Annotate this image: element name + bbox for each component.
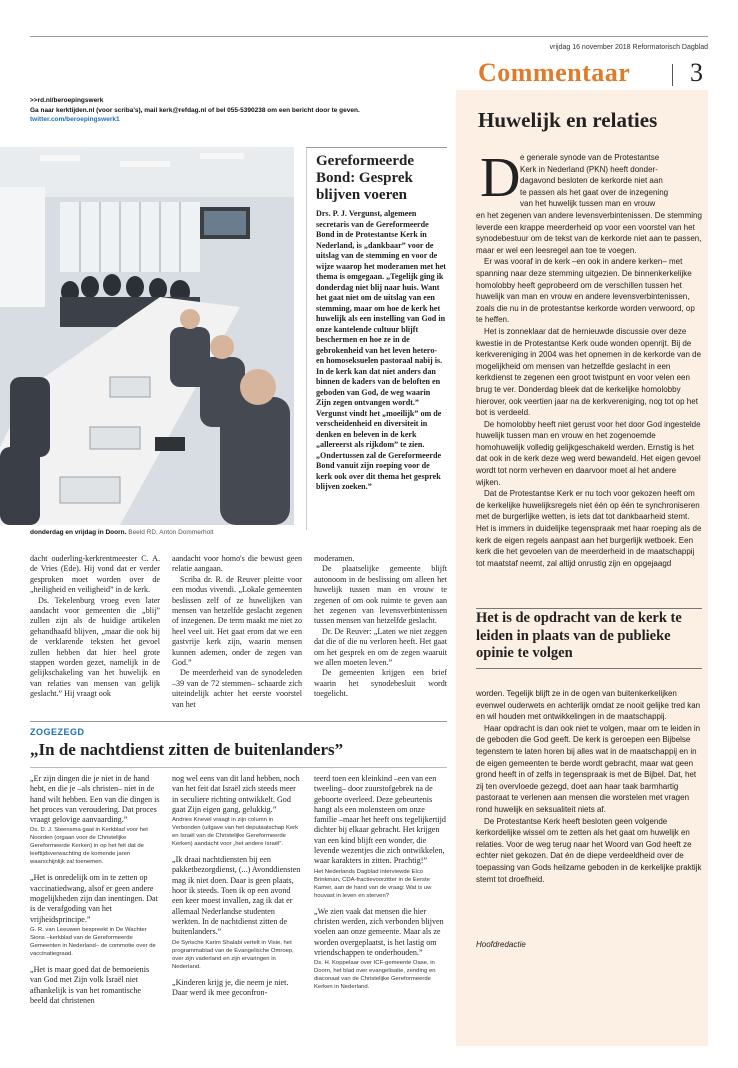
quote-block: [172, 855, 302, 970]
signature: Hoofdredactie: [476, 940, 526, 949]
article-paragraph: De plaatselijke gemeente blijft autonoom in de beslissing om alleen het huwelijk tussen man en vrouw te zegenen of om ook ruimte te geven aan het zegenen van levensverbintenissen tussen mensen van hetzelfde geslacht.: [314, 564, 447, 626]
article-column-2: [172, 554, 302, 710]
quote-source: Andries Knevel vraagt in zijn column in Verbonden (uitgave van het deputaatschap Kerk en Israël van de Christelijke Gereformeerde Kerken) aandacht voor „het andere Israël”.: [172, 817, 299, 848]
quote-text: nog wel eens van dit land hebben, noch van het feit dat Israël zich steeds meer in seculiere richting ontwikkelt. God gaat Zijn eigen gang, gelukkig.”: [172, 774, 300, 814]
commentaar-part2: [476, 688, 702, 885]
quote-text: „Ik draai nachtdiensten bij een pakketbezorgdienst, (...) Avonddiensten mag ik niet doen. Daar is geen plaats, hoor ik steeds. Toen ik op een avond een keer moest invallen, zag ik dat er allemaal Nederlandse studenten werkten. In de nachtdienst zitten de buitenlanders.”: [172, 855, 301, 937]
commentaar-part1: [476, 210, 702, 569]
sidebar-title: Gereformeerde Bond: Gesprek blijven voeren: [316, 153, 414, 203]
article-paragraph: dacht ouderling-kerkrentmeester C. A. de Vries (Ede). Hij vond dat er verder gesproken moet worden over de „heiligheid en veiligheid” in de kerk.: [30, 554, 160, 595]
quote-block: [172, 978, 302, 999]
pullquote-rule-bottom: [476, 668, 702, 669]
commentaar-paragraph: Er was vooraf in de kerk –en ook in andere kerken– met spanning naar deze stemming uitgezien. De binnenkerkelijke homolobby heeft geprobeerd om de verschillen tussen het huwelijk van man en vrouw en andere levensverbintenissen, zoals die nu in de protestantse kerkorde worden verwoord, op te heffen.: [476, 257, 695, 325]
quote-source: De Syrische Karim Shalabi vertelt in Visie, het programmablad van de Evangelische Omroep, over zijn vaderland en zijn ervaringen in Nederland.: [172, 939, 294, 970]
zogezegd-top-rule: [30, 721, 447, 722]
sidebar-gereformeerde-bond: [306, 147, 447, 530]
photo-caption: [30, 529, 214, 536]
commentaar-paragraph: Haar opdracht is dan ook niet te volgen, maar om te leiden in de geboden die God geeft. De kerk is geroepen een Bijbelse tegenstem te laten horen bij alles wat in de maatschappij en in de eigen gemeenten te berde wordt gebracht, maar wat geen grond heeft in of zelfs in tegenspraak is met de Bijbel. Dat, het zij ten overvloede gezegd, doet aan haar taak barmhartig pastoraat te verlenen aan mensen die worstelen met vragen rond huwelijk en seksualiteit niets af.: [476, 723, 701, 814]
article-paragraph: Scriba dr. R. de Reuver pleitte voor een modus vivendi. „Lokale gemeenten beslissen zelf of ze huwelijken van mensen van hetzelfde geslacht zegenen of inzegenen. De term maakt me niet zo heel veel uit. Het gaat erom dat we een gastvrije kerk zijn, waarin mensen kunnen ademen, onder de zegen van God.”: [172, 574, 302, 668]
quote-text: „Kinderen krijg je, die neem je niet. Daar werd ik mee geconfron-: [172, 977, 289, 997]
zogezegd-column-2: [172, 774, 302, 1005]
article-paragraph: Dr. De Reuver: „Laten we niet zeggen dat die of die nu verloren heeft. Het gaat om het gesprek en om de zegen waaruit we allen moeten leven.”: [314, 626, 447, 668]
quote-block: [30, 774, 160, 866]
quote-block: [30, 965, 160, 1006]
article-paragraph: aandacht voor homo's die bewust geen relatie aangaan.: [172, 554, 302, 574]
quote-block: [172, 774, 302, 848]
quote-source: Het Nederlands Dagblad interviewde Elco Brinkman, CDA-fractievoorzitter in de Eerste Kamer, aan de hand van de vraag: Wat is uw houvast in leven en sterven?: [314, 868, 432, 899]
commentaar-paragraph: en het zegenen van andere levensverbintenissen. De stemming leverde een krappe meerderheid op voor een voorstel van het synodebestuur om de tekst van de kerkorde niet aan te passen, maar er wel een leesregel aan toe te voegen.: [476, 211, 702, 255]
quote-block: [314, 907, 447, 991]
intro-instructions: Ga naar kerktijden.nl (voor scriba's), mail kerk@refdag.nl of bel 055-5390238 om een bericht door te geven.: [30, 106, 360, 114]
commentaar-paragraph: Dat de Protestantse Kerk er nu toch voor gekozen heeft om de kerkelijke huwelijksregels niet één op één te synchroniseren met de burgerlijke wetten, is iets dat tot dankbaarheid stemt. Het is immers in duidelijke tegenspraak met haar roeping als de kerk de eigen regels aanpast aan het burgerlijk wetboek. Een kerk die het gevoelen van de meerderheid in de maatschappij tot maatstaf neemt, zal altijd onrustig zijn en opgejaagd: [476, 489, 702, 568]
beroepingswerk-intro: [30, 96, 360, 125]
caption-text: donderdag en vrijdag in Doorn.: [30, 529, 127, 536]
text-line: te passen als het gaat over de inzegening: [520, 187, 669, 197]
section-divider: [672, 64, 673, 86]
synod-photo: [0, 147, 294, 525]
quote-text: „We zien vaak dat mensen die hier christen werden, zich verbonden blijven voelen aan onze gemeente. Maar als ze worden overgeplaatst, is het lastig om vriendschappen te onderhouden.”: [314, 906, 444, 957]
text-line: dagavond besloten de kerkorde niet aan: [520, 176, 663, 186]
commentaar-title: Huwelijk en relaties: [478, 108, 658, 132]
photo-credit: Beeld RD, Anton Dommerholt: [128, 529, 214, 536]
intro-twitter-link[interactable]: twitter.com/beroepingswerk1: [30, 116, 120, 123]
sidebar-paragraph: Vergunst vindt het „moeilijk” om de verscheidenheid en diversiteit in denken en beleven in de kerk „allereerst als rijkdom” te zien. „Ondertussen zal de Gereformeerde Bond vanuit zijn roeping voor de kerk ook over dit thema het gesprek blijven zoeken.”: [316, 408, 442, 491]
article-column-3: [314, 554, 447, 700]
article-paragraph: De gemeenten krijgen een brief waarin het synodebesluit wordt toegelicht.: [314, 668, 447, 699]
top-rule: [30, 36, 708, 37]
quote-text: „Er zijn dingen die je niet in de hand hebt, en die je –als christen– niet in de hand wilt hebben. Een van die dingen is het proces van veroudering. Dat proces vraagt gelovige aanvaarding.”: [30, 774, 160, 825]
quote-block: [30, 873, 160, 957]
article-paragraph: De meerderheid van de synodeleden –39 van de 72 stemmen– schaarde zich uiteindelijk achter het eerste voorstel van het: [172, 668, 302, 709]
quote-text: teerd toen een kleinkind –een van een tweeling– door zuurstofgebrek na de geboorte overleed. Deze gebeurtenis hangt als een molensteen om onze familie –maar het heeft ons tegelijkertijd dichter bij elkaar gebracht. Het krijgen van een kind blijft een wonder, die levende wezentjes die zich ontwikkelen, waar karakters in zitten. Prachtig!”: [314, 774, 446, 866]
commentaar-paragraph: Het is zonneklaar dat de hernieuwde discussie over deze kwestie in de Protestantse Kerk oude wonden openrijt. Bij de kerkvereniging in 2004 was het opnemen in de kerkorde van de mogelijkheid om mensen van hetzelfde geslacht in een kerkdienst te zegenen een groot twistpunt en voor velen een brug te ver. Donderdag bleek dat de kerkelijke homolobby hierover, ook veertien jaar na de kerkvereniging, nog tot op het bot is verdeeld.: [476, 326, 702, 418]
commentaar-paragraph: worden. Tegelijk blijft ze in de ogen van buitenkerkelijken evenwel ouderwets en achterlijk omdat ze nooit gelijke tred kan en wil houden met ontwikkelingen in de maatschappij.: [476, 689, 701, 722]
page-number: 3: [690, 58, 703, 87]
quote-text: „Het is maar goed dat de bemoeienis van God met Zijn volk Israël niet afhankelijk is van het romantische beeld dat christenen: [30, 964, 150, 1005]
intro-link-rd[interactable]: >>rd.nl/beroepingswerk: [30, 97, 104, 104]
article-paragraph: Ds. Tekelenburg vroeg even later aandacht voor gemeenten die „blij” zullen zijn als de huidige artikelen gehandhaafd blijven, „maar die ook bij de verklarende teksten het gevoel zullen hebben dat hier heel grote stappen worden gezet, namelijk in de gelijkschakeling van het huwelijk en van relaties van mensen van gelijk geslacht.” Hij vraagt ook: [30, 595, 160, 699]
dateline: vrijdag 16 november 2018 Reformatorisch Dagblad: [549, 44, 708, 51]
section-title: Commentaar: [478, 58, 631, 87]
commentaar-first-lines: [520, 152, 702, 210]
commentaar-paragraph: De homolobby heeft niet gerust voor het door God ingestelde huwelijk tussen man en vrouw en het zogenoemde homohuwelijk volledig gelijkgeschakeld werden. Ernstig is het dat ook in de kerk deze weg werd bewandeld. Het eigen gevoel wordt tot norm verheven en daarvoor moet al het andere wijken.: [476, 419, 701, 487]
zogezegd-column-3: [314, 774, 447, 998]
quote-text: „Het is onredelijk om in te zetten op vaccinatiedwang, alsof er geen andere mogelijkheden zijn dan inentingen. Dat is de verafgoding van het vrijheidsprincipe.”: [30, 873, 158, 924]
sidebar-body: [316, 209, 446, 493]
zogezegd-title: „In de nachtdienst zitten de buitenlanders”: [30, 740, 344, 759]
zogezegd-rule: [30, 767, 447, 768]
quote-block: [314, 774, 447, 900]
text-line: e generale synode van de Protestantse: [520, 153, 660, 162]
sidebar-paragraph: Drs. P. J. Vergunst, algemeen secretaris van de Gereformeerde Bond in de Protestantse Kerk in Nederland, is „dankbaar” voor de uitslag van de stemming en voor de wijze waarop het moderamen met het thema is omgegaan. „Tegelijk ging ik donderdag niet blij naar huis. Want het gaat niet om de uitslag van een stemming, maar om hoe de kerk het huwelijk als een instelling van God in onze kantelende cultuur blijft beschermen en hoe ze in de gebrokenheid van het leven hetero- en homoseksuelen pastoraal nabij is. In de kerk kan dat niet anders dan binnen de kaders van de beloften en geboden van God, de weg waarin Zijn zegen ontvangen wordt.”: [316, 209, 446, 407]
quote-source: Ds. D. J. Steensma gaat in Kerkblad voor het Noorden (orgaan voor de Christelijke Gereformeerde Kerken) in op het feit dat de leeftijdsverwachting de komende jaren waarschijnlijk zal toenemen.: [30, 827, 148, 866]
pullquote-rule-top: [476, 608, 702, 609]
dropcap: D: [480, 147, 521, 209]
commentaar-paragraph: De Protestantse Kerk heeft besloten geen volgende kerkordelijke wissel om te zetten als het gaat om huwelijk en relaties. Voor de weg terug naar het Woord van God heeft ze echter niet gekozen. Dat én de diepe verdeeldheid over de toepassing van Gods heilzame geboden in de kerkelijke praktijk stemt tot droefheid.: [476, 816, 702, 884]
zogezegd-label: ZOGEZEGD: [30, 727, 85, 737]
quote-source: Ds. H. Koppelaar over ICF-gemeente Oase, in Doorn, het blad over evangelisatie, zending en diaconaat van de Christelijke Gereformeerde Kerken in Nederland.: [314, 960, 436, 991]
article-paragraph: moderamen.: [314, 554, 355, 563]
article-column-1: [30, 554, 160, 700]
quote-source: G. R. van Leeuwen bespreekt in De Wachter Sions –kerkblad van de Gereformeerde Gemeenten in Nederland– de commotie over de vaccinatiegraad.: [30, 926, 156, 957]
zogezegd-column-1: [30, 774, 160, 1013]
pullquote: Het is de opdracht van de kerk te leiden in plaats van de publieke opinie te volgen: [476, 610, 682, 661]
text-line: van het huwelijk tussen man en vrouw: [520, 199, 656, 209]
text-line: Kerk in Nederland (PKN) heeft donder-: [520, 164, 658, 174]
